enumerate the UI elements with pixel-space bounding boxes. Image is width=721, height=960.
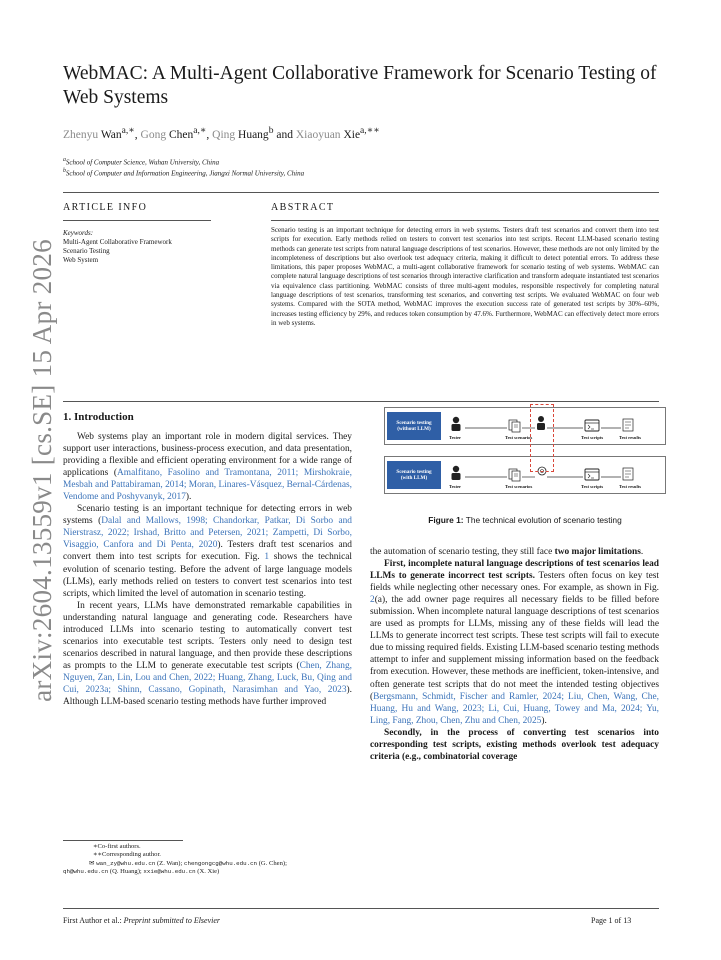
- figure-row-label: Scenario testing (with LLM): [387, 461, 441, 489]
- tester-icon: [452, 417, 461, 431]
- label-test-results: Test results: [619, 484, 642, 489]
- page-number: Page 1 of 13: [591, 916, 632, 925]
- author-given: Gong: [140, 128, 167, 141]
- paragraph: In recent years, LLMs have demonstrated remarkable capabilities in understanding natural language and generating code. Researchers have introduced LLMs into scenario testing to automatically convert test scenarios into executable test scripts. Testers only need to design test scenarios described in natural language, and then provide these descriptions as prompts to the LLM to generate executable test scripts (Chen, Zhang, Nguyen, Zan, Lin, Lou and Chen, 2022; Huang, Zhang, Luck, Bu, Qing and Cui, 2023a; Shinn, Cassano, Gopinath, Narasimhan and Yao, 2023). Although LLM-based scenario testing methods have further improved: [63, 600, 352, 708]
- affil-mark: a: [63, 157, 66, 163]
- keyword: Multi-Agent Collaborative Framework: [63, 238, 172, 246]
- label-test-scripts: Test scripts: [581, 484, 604, 489]
- author-mark: a,∗∗: [360, 125, 380, 136]
- author-family: Huang: [238, 128, 269, 141]
- citation-link[interactable]: Amalfitano, Fasolino and Tramontana, 2011; Mirshokraie, Mesbah and Pattabiraman, 2014; Moran, Linares-Vásquez, Bernal-Cárdenas, Vendome and Poshyvanyk, 2017: [63, 468, 352, 503]
- label-tester: Tester: [449, 435, 462, 440]
- author-given: Xiaoyuan: [295, 128, 341, 141]
- article-info-rule: [63, 220, 211, 221]
- affil-text: School of Computer and Information Engineering, Jiangxi Normal University, China: [65, 169, 305, 178]
- paragraph: the automation of scenario testing, they still face two major limitations.: [370, 547, 644, 557]
- header-rule: [63, 192, 659, 193]
- label-tester: Tester: [449, 484, 462, 489]
- abstract-heading: ABSTRACT: [271, 202, 335, 213]
- footer-left: First Author et al.: Preprint submitted to Elsevier: [63, 916, 221, 925]
- author-mark: a,∗: [121, 125, 135, 136]
- paragraph: First, incomplete natural language descriptions of test scenarios lead LLMs to generate incorrect test scripts. Testers often focus on key test fields while neglecting other necessary ones. For example, as shown in Fig. 2(a), the add owner page requires all necessary fields to be filled before submission. When incomplete natural language descriptions of test scenarios are used as prompts for LLMs, missing any of these fields will lead the LLMs to generate incorrect test scripts. These test scripts will fail to execute due to missing required fields. Existing LLM-based scenario testing methods attempt to infer and supplement missing information based on the feedback from execution. However, these methods are inefficient, token-intensive, and often generate test scripts that do not meet the intended testing objectives (Bergsmann, Schmidt, Fischer and Ramler, 2024; Liu, Chen, Wang, Che, Huang, Hu and Wang, 2023; Li, Cui, Huang, Towey and Ma, 2024; Yu, Ling, Fang, Zhou, Chen, Zhu and Chen, 2025).: [370, 559, 660, 726]
- figure-row-label: Scenario testing (without LLM): [387, 412, 441, 440]
- figure-1-caption: Figure 1: The technical evolution of scenario testing: [428, 515, 622, 525]
- document-icon: [509, 420, 520, 432]
- footnotes: [63, 843, 343, 877]
- figure-1: [384, 407, 666, 497]
- keyword: Web System: [63, 256, 99, 264]
- author-mark: b: [268, 125, 274, 136]
- author-mark: a,∗: [193, 125, 207, 136]
- footnote-rule: [63, 840, 183, 841]
- label-test-scenarios: Test scenarios: [505, 435, 533, 440]
- figure-ref-link[interactable]: 1: [264, 552, 270, 563]
- figure-row-with-llm: [384, 456, 666, 494]
- tester-icon: [452, 466, 461, 480]
- keywords-block: [63, 229, 243, 265]
- keyword: Scenario Testing: [63, 247, 110, 255]
- checklist-icon: [623, 419, 633, 431]
- author-given: Zhenyu: [63, 128, 99, 141]
- footnote-emails-2: qh@whu.edu.cn (Q. Huang); xxie@whu.edu.cn (X. Xie): [63, 868, 220, 876]
- arxiv-id: arXiv:2604.13559v1 [cs.SE] 15 Apr 2026: [26, 238, 57, 702]
- email-link[interactable]: chengongcg@whu.edu.cn: [183, 859, 258, 867]
- intro-heading: 1. Introduction: [63, 411, 134, 423]
- figure-row-diagram: [385, 457, 667, 495]
- terminal-icon: [585, 469, 599, 480]
- affil-mark: b: [63, 168, 66, 174]
- and-word: and: [276, 128, 293, 141]
- paragraph: Web systems play an important role in modern digital services. They support user interactions, business-process execution, and data presentation, providing a flexible and efficient operating environment for a wide range of applications (Amalfitano, Fasolino and Tramontana, 2011; Mirshokraie, Mesbah and Pattabiraman, 2014; Moran, Linares-Vásquez, Bernal-Cárdenas, Vendome and Poshyvanyk, 2017).: [63, 432, 352, 503]
- citation-link[interactable]: Bergsmann, Schmidt, Fischer and Ramler, 2024; Liu, Chen, Wang, Che, Huang, Hu and Wang, 2023; Li, Cui, Huang, Towey and Ma, 2024; Yu, Ling, Fang, Zhou, Chen, Zhu and Chen, 2025: [370, 691, 659, 726]
- label-test-scenarios: Test scenarios: [505, 484, 533, 489]
- email-icon: ✉: [89, 859, 95, 867]
- citation-link[interactable]: Chen, Zhang, Nguyen, Zan, Lin, Lou and Chen, 2022; Huang, Zhang, Luck, Bu, Qing and Cui, 2023a; Shinn, Cassano, Gopinath, Narasimhan and Yao, 2023: [63, 660, 352, 695]
- author-list: Zhenyu Wan$^{a,∗}$, Gong Chen$^{a,∗}$, Qing Huang$^b$ and Xiaoyuan Xie$^{a,∗∗}$: [63, 125, 380, 141]
- paper-title: WebMAC: A Multi-Agent Collaborative Framework for Scenario Testing of Web Systems: [63, 63, 657, 108]
- citation-link[interactable]: Dalal and Mallows, 1998; Chandorkar, Patkar, Di Sorbo and Nierstrasz, 2022; Irshad, Britto and Petersen, 2021; Zampetti, Di Sorbo, Visaggio, Canfora and Di Penta, 2020: [63, 516, 352, 551]
- paragraph: Secondly, in the process of converting test scenarios into corresponding test scripts, existing methods overlook test adequacy criteria (e.g., combinatorial coverage: [370, 727, 659, 762]
- email-link[interactable]: qh@whu.edu.cn: [63, 868, 109, 876]
- figure-row-without-llm: [384, 407, 666, 445]
- terminal-icon: [585, 420, 599, 431]
- checklist-icon: [623, 468, 633, 480]
- footnote-co-first: ∗Co-first authors.: [93, 843, 141, 850]
- highlight-box: [530, 404, 554, 472]
- author-family: Chen: [168, 128, 194, 141]
- article-info-heading: ARTICLE INFO: [63, 202, 148, 213]
- right-column: [370, 546, 659, 763]
- arxiv-stamp: [22, 238, 62, 702]
- figure-ref-link[interactable]: 2: [370, 595, 375, 606]
- figure-row-diagram: [385, 408, 667, 446]
- document-icon: [509, 469, 520, 481]
- affil-text: School of Computer Science, Wuhan University, China: [65, 158, 220, 167]
- affiliation-a: [63, 157, 219, 166]
- paragraph: Scenario testing is an important technique for detecting errors in web systems (Dalal and Mallows, 1998; Chandorkar, Patkar, Di Sorbo and Nierstrasz, 2022; Irshad, Britto and Petersen, 2021; Zampetti, Di Sorbo, Visaggio, Canfora and Di Penta, 2020). Testers draft test scenarios and convert them into test scripts for execution. Fig. 1 shows the technical evolution of scenario testing. Before the advent of large language models (LLMs), early methods relied on testers to convert test scenarios into test scripts, which limited the level of automation in scenario testing.: [63, 504, 352, 599]
- email-link[interactable]: xxie@whu.edu.cn: [143, 868, 196, 876]
- abstract-rule: [271, 220, 659, 221]
- affiliation-b: [63, 168, 304, 177]
- body-rule: [63, 401, 659, 402]
- author-family: Xie: [343, 128, 361, 141]
- label-test-scripts: Test scripts: [581, 435, 604, 440]
- author-given: Qing: [212, 128, 236, 141]
- footer-rule: [63, 908, 659, 909]
- abstract-text: Scenario testing is an important technique for detecting errors in web systems. Testers draft test scenarios and convert them into test scripts for execution. Early methods relied on testers to convert test scenarios into test scripts. Recent LLM-based scenario testing methods can generate test scripts from natural language descriptions of test scenarios. However, these methods are not only limited by the incompleteness of descriptions but also overlook test adequacy criteria, making it difficult to detect potential errors. To address these limitations, this paper proposes WebMAC, a multi-agent collaborative framework for scenario testing of web systems. WebMAC can complete natural language descriptions of test scenarios through interactive clarification and transform adequate instantiated test scenarios via equivalence class partitioning. WebMAC consists of three multi-agent modules, responsible respectively for completing natural language descriptions of test scenarios, transforming test scenarios, and converting test scripts. We evaluated WebMAC on four web systems. Compared with the SOTA method, WebMAC improves the execution success rate of generated test scripts by 30%–60%, increases testing efficiency by 29%, and reduces token consumption by 47.6%. Furthermore, WebMAC can effectively detect more errors in web systems.: [271, 226, 659, 327]
- email-link[interactable]: wan_zy@whu.edu.cn: [96, 859, 156, 867]
- left-column: [63, 431, 352, 708]
- label-test-results: Test results: [619, 435, 642, 440]
- keywords-label: Keywords:: [63, 229, 94, 237]
- footnote-corresponding: ∗∗Corresponding author.: [93, 851, 161, 859]
- author-family: Wan: [100, 128, 122, 141]
- footnote-emails-1: ✉ wan_zy@whu.edu.cn (Z. Wan); chengongcg@whu.edu.cn (G. Chen);: [89, 859, 287, 867]
